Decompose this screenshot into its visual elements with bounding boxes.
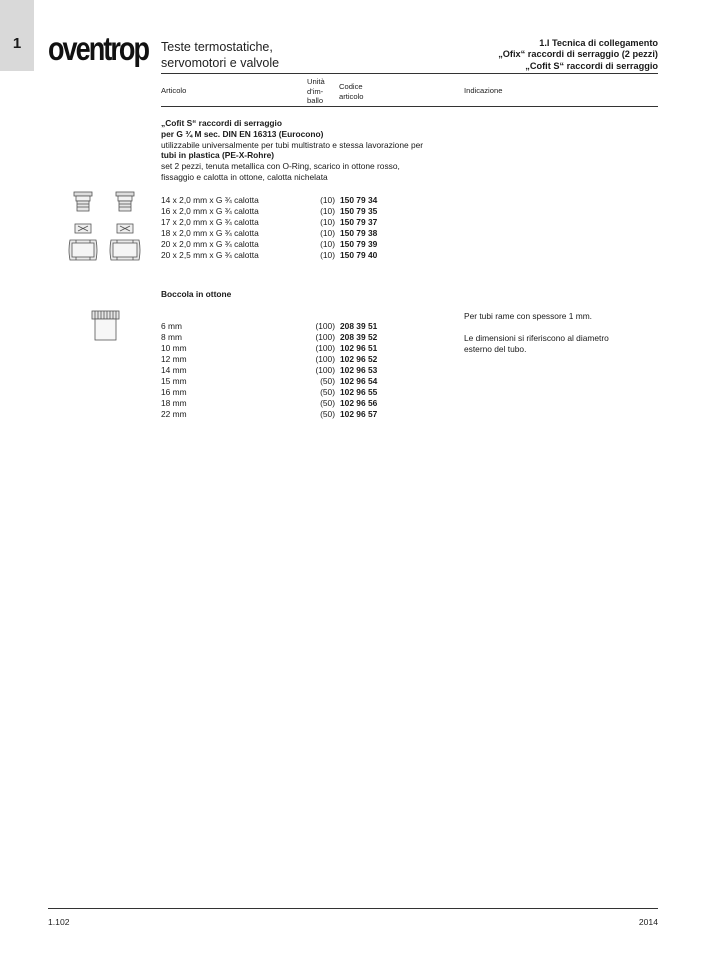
section1-desc-3: fissaggio e calotta in ottone, calotta nichelata — [161, 172, 328, 182]
row-article: 18 mm — [161, 398, 187, 408]
row-quantity: (50) — [320, 376, 335, 386]
section1-title-2: per G ¾ M sec. DIN EN 16313 (Eurocono) — [161, 128, 324, 139]
note-dimensions-2: esterno del tubo. — [464, 344, 527, 354]
header-rule-bottom — [161, 106, 658, 107]
table-row — [161, 195, 421, 206]
table-row — [161, 387, 421, 398]
row-article: 16 mm — [161, 387, 187, 397]
row-quantity: (10) — [320, 206, 335, 216]
row-code: 102 96 53 — [340, 365, 378, 375]
unita-line-1: Unità — [307, 77, 325, 86]
row-article: 15 mm — [161, 376, 187, 386]
row-article: 22 mm — [161, 409, 187, 419]
row-code: 102 96 52 — [340, 354, 378, 364]
column-head-articolo: Articolo — [161, 86, 187, 95]
note-copper-thickness: Per tubi rame con spessore 1 mm. — [464, 311, 593, 321]
row-article: 14 x 2,0 mm x G ¾ calotta — [161, 195, 259, 205]
title-line-1: Teste termostatiche, — [161, 40, 273, 54]
row-code: 150 79 34 — [340, 195, 378, 205]
cofit-s-fitting-illustration — [64, 190, 154, 268]
row-code: 150 79 37 — [340, 217, 378, 227]
row-article: 17 x 2,0 mm x G ¾ calotta — [161, 217, 259, 227]
document-title — [161, 40, 279, 71]
row-code: 102 96 54 — [340, 376, 378, 386]
row-code: 150 79 38 — [340, 228, 378, 238]
row-code: 150 79 40 — [340, 250, 378, 260]
row-article: 12 mm — [161, 354, 187, 364]
row-code: 150 79 39 — [340, 239, 378, 249]
table-row — [161, 217, 421, 228]
section1-desc-1: utilizzabile universalmente per tubi multistrato e stessa lavorazione per — [161, 139, 424, 150]
table-row — [161, 321, 421, 332]
row-article: 8 mm — [161, 332, 182, 342]
row-code: 102 96 56 — [340, 398, 378, 408]
table-row — [161, 332, 421, 343]
column-head-codice — [339, 82, 363, 101]
row-quantity: (50) — [320, 398, 335, 408]
row-quantity: (100) — [315, 365, 335, 375]
row-code: 102 96 51 — [340, 343, 378, 353]
row-code: 102 96 55 — [340, 387, 378, 397]
brass-sleeve-illustration — [90, 309, 122, 343]
section2-title: Boccola in ottone — [161, 289, 232, 299]
header-rule-top — [161, 73, 658, 74]
column-head-indicazione: Indicazione — [464, 86, 503, 95]
row-quantity: (100) — [315, 343, 335, 353]
row-quantity: (10) — [320, 217, 335, 227]
section-reference — [498, 38, 658, 72]
section-ref-line-1: 1.I Tecnica di collegamento — [539, 38, 658, 48]
unita-line-3: ballo — [307, 96, 324, 105]
row-code: 208 39 51 — [340, 321, 378, 331]
codice-line-2: articolo — [339, 91, 364, 101]
row-article: 6 mm — [161, 321, 182, 331]
row-article: 20 x 2,5 mm x G ¾ calotta — [161, 250, 259, 260]
note-dimensions-1: Le dimensioni si riferiscono al diametro — [464, 333, 609, 343]
title-line-2: servomotori e valvole — [161, 55, 280, 70]
row-quantity: (50) — [320, 387, 335, 397]
table-row — [161, 228, 421, 239]
row-quantity: (100) — [315, 354, 335, 364]
row-article: 18 x 2,0 mm x G ¾ calotta — [161, 228, 259, 238]
page-number: 1.102 — [48, 917, 70, 927]
row-quantity: (100) — [315, 332, 335, 342]
row-quantity: (10) — [320, 195, 335, 205]
row-code: 102 96 57 — [340, 409, 378, 419]
section-ref-line-3: „Cofit S“ raccordi di serraggio — [525, 60, 658, 71]
row-code: 208 39 52 — [340, 332, 378, 342]
chapter-tab: 1 — [0, 0, 34, 71]
row-quantity: (100) — [315, 321, 335, 331]
table-row — [161, 206, 421, 217]
footer-rule — [48, 908, 658, 909]
table-row — [161, 365, 421, 376]
table-row — [161, 409, 421, 420]
section1-desc-bold: tubi in plastica (PE-X-Rohre) — [161, 150, 275, 161]
table-row — [161, 354, 421, 365]
column-head-unita — [307, 77, 325, 106]
unita-line-2: d'im- — [307, 86, 324, 96]
row-quantity: (10) — [320, 250, 335, 260]
section-ref-line-2: „Ofix“ raccordi di serraggio (2 pezzi) — [498, 49, 658, 60]
row-article: 14 mm — [161, 365, 187, 375]
row-article: 16 x 2,0 mm x G ¾ calotta — [161, 206, 259, 216]
table-row — [161, 376, 421, 387]
codice-line-1: Codice — [339, 82, 363, 91]
table-row — [161, 343, 421, 354]
row-article: 20 x 2,0 mm x G ¾ calotta — [161, 239, 259, 249]
section1-title-1: „Cofit S“ raccordi di serraggio — [161, 118, 282, 128]
table-row — [161, 398, 421, 409]
row-quantity: (10) — [320, 239, 335, 249]
table-row — [161, 250, 421, 261]
section1-desc-2: set 2 pezzi, tenuta metallica con O-Ring, scarico in ottone rosso, — [161, 161, 400, 172]
row-quantity: (10) — [320, 228, 335, 238]
row-code: 150 79 35 — [340, 206, 378, 216]
row-quantity: (50) — [320, 409, 335, 419]
table-row — [161, 239, 421, 250]
row-article: 10 mm — [161, 343, 187, 353]
oventrop-logo: oventrop — [48, 30, 149, 67]
footer-year: 2014 — [638, 917, 658, 927]
